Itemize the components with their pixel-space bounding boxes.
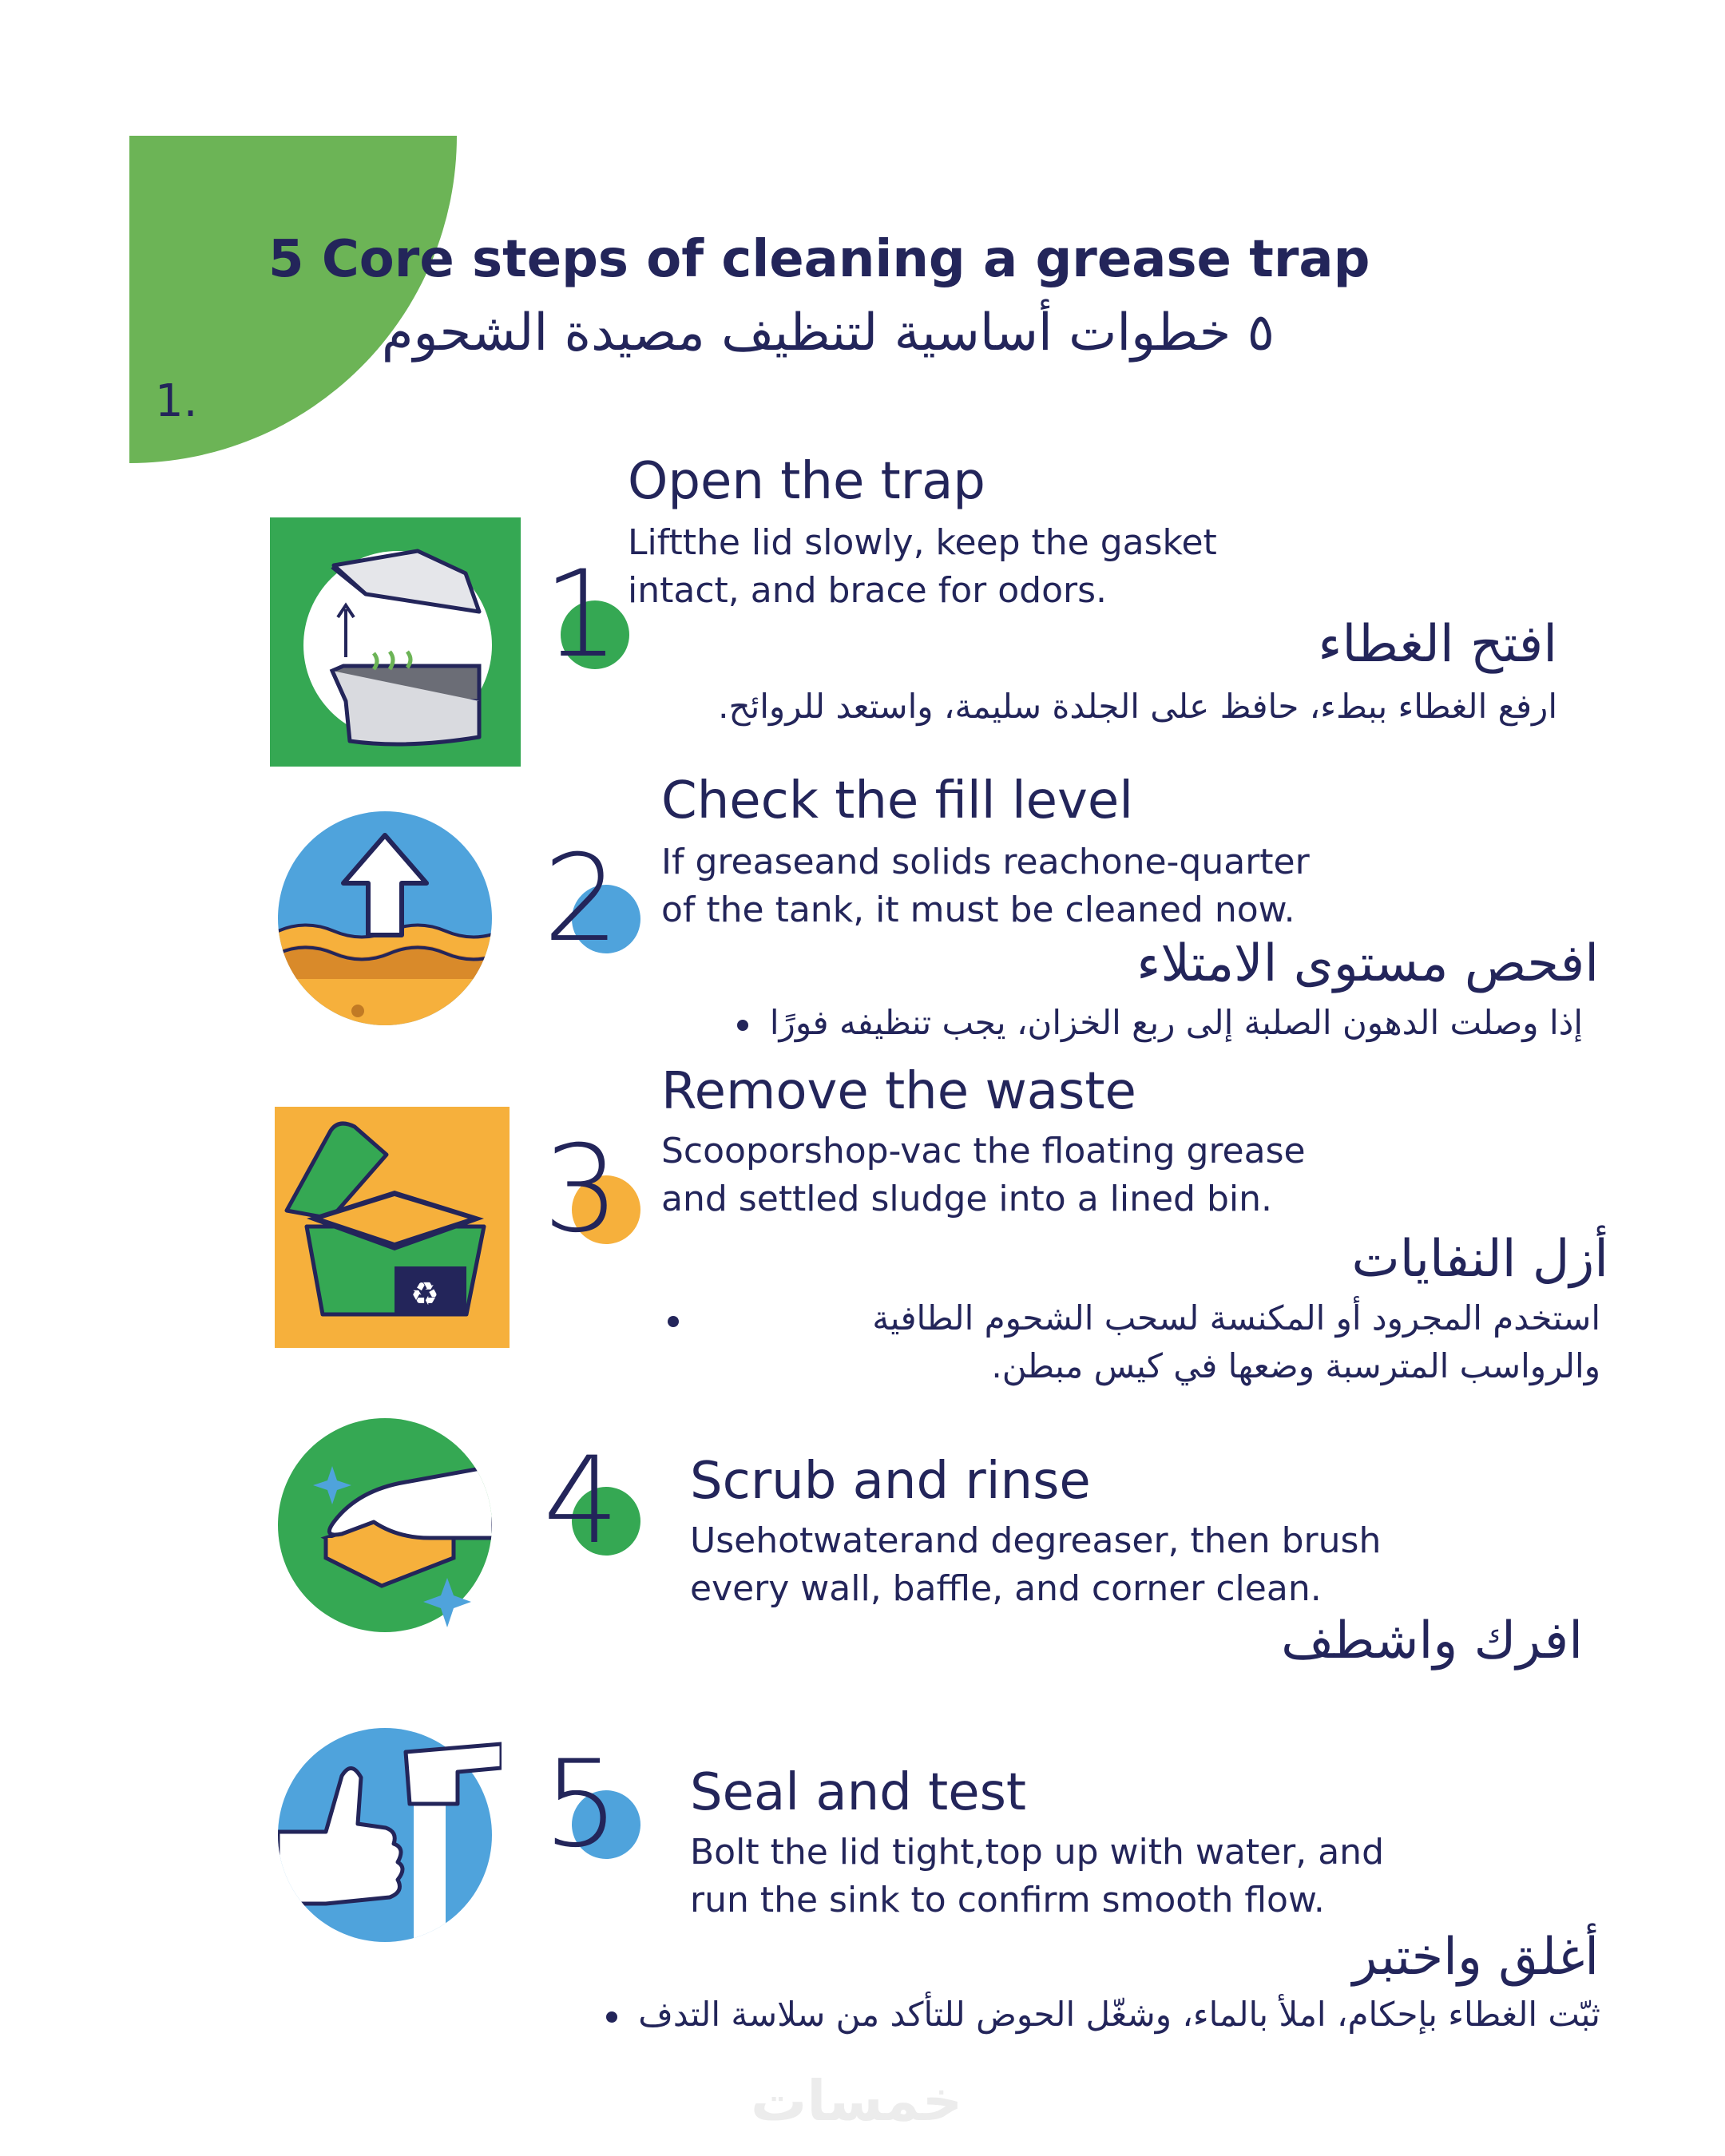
step-1-description-line-2: intact, and brace for odors. <box>628 570 1107 611</box>
step-5-description-arabic: ثبّت الغطاء بإحكام، املأ بالماء، وشغّل الحوض للتأكد من سلاسة التدف <box>606 1992 1600 2038</box>
step-2-description-arabic: إذا وصلت الدهون الصلبة إلى ربع الخزان، يجب تنظيفه فورًا <box>737 1000 1583 1046</box>
step-4-title: Scrub and rinse <box>690 1452 1091 1511</box>
step-1-description-line-1: Liftthe lid slowly, keep the gasket <box>628 522 1217 563</box>
step-5-number: 5 <box>543 1741 655 1869</box>
svg-text:♻: ♻ <box>410 1276 439 1313</box>
step-5-description-line-2: run the sink to confirm smooth flow. <box>690 1880 1325 1920</box>
step-1-title: Open the trap <box>628 452 985 511</box>
step-3-title: Remove the waste <box>661 1062 1136 1121</box>
step-2-number: 2 <box>543 835 655 963</box>
step-2-title-arabic: افحص مستوى الامتلاء <box>1136 934 1599 993</box>
step-3-number: 3 <box>543 1126 655 1254</box>
step-5-title-arabic: أغلق واختبر <box>1352 1928 1599 1987</box>
step-5-title: Seal and test <box>690 1763 1026 1822</box>
watermark-logo: خمسات <box>751 2068 963 2134</box>
step-5-description-line-1: Bolt the lid tight,top up with water, and <box>690 1832 1384 1873</box>
step-4-description-line-2: every wall, baffle, and corner clean. <box>690 1568 1322 1609</box>
step-3-title-arabic: أزل النفايات <box>1351 1230 1608 1289</box>
waste-bin-icon <box>275 1107 510 1348</box>
step-4-description-line-1: Usehotwaterand degreaser, then brush <box>690 1520 1382 1561</box>
bullet-icon <box>737 1020 748 1031</box>
bullet-icon <box>668 1316 679 1327</box>
step-1-title-arabic: افتح الغطاء <box>1318 615 1557 674</box>
step-3-description-line-1: Scooporshop-vac the floating grease <box>661 1131 1306 1171</box>
grease-trap-lid-icon <box>270 517 521 767</box>
step-4-title-arabic: افرك واشطف <box>1281 1611 1583 1671</box>
step-3-description-line-2: and settled sludge into a lined bin. <box>661 1179 1272 1219</box>
step-2-description-line-1: If greaseand solids reachone-quarter <box>661 842 1310 882</box>
page-title: 5 Core steps of cleaning a grease trap <box>268 230 1370 289</box>
page-title-arabic: ٥ خطوات أساسية لتنظيف مصيدة الشحوم <box>381 303 1275 363</box>
thumbs-up-faucet-icon <box>278 1728 502 1944</box>
step-1-number: 1 <box>543 551 655 679</box>
step-2-title: Check the fill level <box>661 771 1133 830</box>
fill-level-arrow-icon <box>278 811 492 1025</box>
step-4-number: 4 <box>543 1437 655 1565</box>
header-pre-number: 1. <box>155 375 198 427</box>
step-3-description-arabic-line-2: والرواسب المترسبة وضعها في كيس مبطن. <box>991 1346 1600 1385</box>
step-2-description-line-2: of the tank, it must be cleaned now. <box>661 890 1295 930</box>
step-1-description-arabic: ارفع الغطاء ببطء، حافظ على الجلدة سليمة، واستعد للروائح. <box>718 687 1557 726</box>
scrub-sponge-icon <box>278 1418 494 1634</box>
step-3-description-arabic-line-1: استخدم المجرود أو المكنسة لسحب الشحوم الطافية <box>872 1298 1600 1338</box>
bullet-icon <box>606 2011 617 2023</box>
